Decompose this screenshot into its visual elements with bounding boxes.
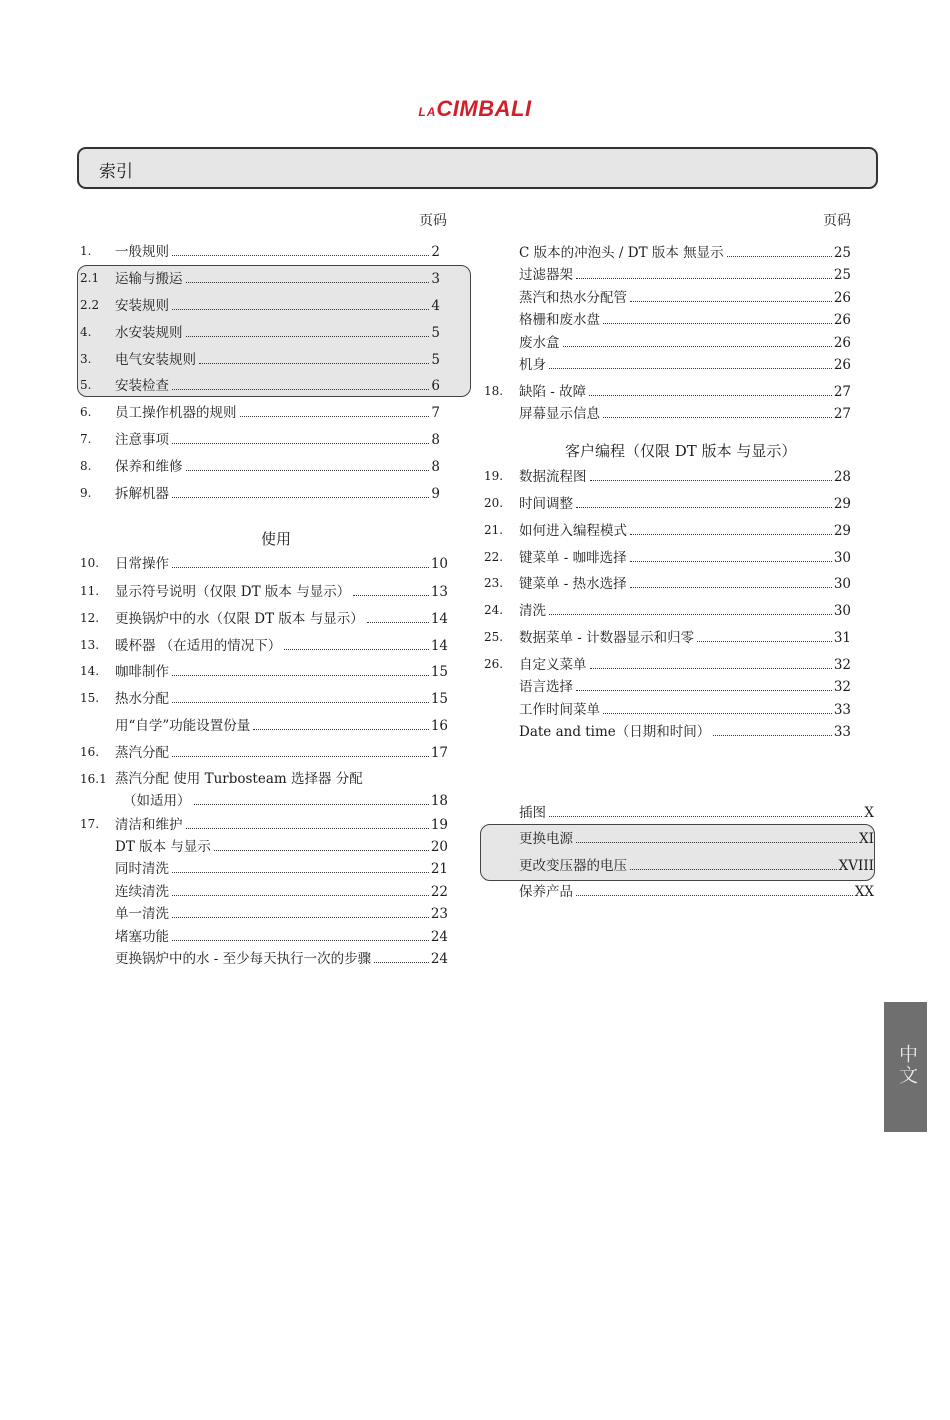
toc-entry bbox=[484, 802, 874, 822]
toc-entry bbox=[80, 688, 448, 708]
toc-entry bbox=[484, 264, 851, 284]
toc-entry bbox=[80, 268, 440, 288]
toc-entry-title: 时间调整 bbox=[519, 496, 573, 512]
toc-entry-page: 19 bbox=[430, 817, 448, 833]
section-title-use: 使用 bbox=[261, 530, 292, 548]
toc-entry bbox=[80, 903, 448, 923]
toc-entry bbox=[80, 322, 440, 342]
toc-entry-title: 一般规则 bbox=[115, 244, 169, 260]
toc-entry-page: XX bbox=[854, 884, 874, 900]
toc-entry bbox=[80, 483, 440, 503]
toc-entry bbox=[80, 429, 440, 449]
toc-entry-title: 蒸汽分配 bbox=[115, 745, 169, 761]
toc-entry-page: 32 bbox=[833, 657, 851, 673]
language-tab-label: 中文 bbox=[896, 1044, 918, 1086]
toc-entry-title-line1: 蒸汽分配 使用 Turbosteam 选择器 分配 bbox=[115, 771, 363, 787]
toc-entry-title: 语言选择 bbox=[519, 679, 573, 695]
dot-leader bbox=[630, 855, 837, 870]
toc-entry-page: 14 bbox=[430, 611, 448, 627]
toc-entry bbox=[484, 721, 851, 741]
dot-leader bbox=[194, 790, 429, 805]
toc-entry-title: 员工操作机器的规则 bbox=[115, 405, 237, 421]
toc-entry-title: 机身 bbox=[519, 357, 546, 373]
toc-entry-title: C 版本的冲泡头 / DT 版本 無显示 bbox=[519, 245, 724, 261]
toc-entry-page: 25 bbox=[833, 267, 851, 283]
toc-entry-page: 13 bbox=[430, 584, 448, 600]
toc-entry-title: 数据流程图 bbox=[519, 469, 587, 485]
toc-entry bbox=[80, 742, 448, 762]
toc-entry-page: 31 bbox=[833, 630, 851, 646]
toc-entry-title: 自定义菜单 bbox=[519, 657, 587, 673]
toc-entry-number: 7. bbox=[80, 432, 92, 446]
toc-entry-page: 28 bbox=[833, 469, 851, 485]
dot-leader bbox=[603, 309, 832, 324]
toc-entry bbox=[484, 654, 851, 674]
toc-entry-title: 清洁和维护 bbox=[115, 817, 183, 833]
toc-entry-title: 显示符号说明（仅限 DT 版本 与显示） bbox=[115, 584, 351, 600]
dot-leader bbox=[172, 295, 429, 310]
toc-entry-number: 11. bbox=[80, 584, 100, 598]
toc-entry bbox=[80, 948, 448, 968]
toc-entry-page: 26 bbox=[833, 335, 851, 351]
toc-entry-page: 10 bbox=[430, 556, 448, 572]
toc-entry bbox=[80, 349, 440, 369]
toc-entry bbox=[80, 456, 440, 476]
toc-entry-number: 22. bbox=[484, 550, 504, 564]
dot-leader bbox=[576, 264, 832, 279]
toc-entry-number: 2.1 bbox=[80, 271, 100, 285]
dot-leader bbox=[549, 802, 862, 817]
toc-entry-title: 安装检查 bbox=[115, 378, 169, 394]
toc-entry-page: 4 bbox=[431, 298, 440, 314]
toc-entry bbox=[80, 926, 448, 946]
toc-entry bbox=[484, 354, 851, 374]
toc-entry bbox=[484, 676, 851, 696]
toc-entry-page: 3 bbox=[431, 271, 440, 287]
toc-entry-title: 咖啡制作 bbox=[115, 664, 169, 680]
toc-entry-page: 33 bbox=[833, 724, 851, 740]
toc-entry-title: DT 版本 与显示 bbox=[115, 839, 211, 855]
toc-entry-title: 更改变压器的电压 bbox=[519, 858, 627, 874]
toc-entry-page: 7 bbox=[431, 405, 440, 421]
toc-entry-title: 安装规则 bbox=[115, 298, 169, 314]
toc-entry bbox=[484, 403, 851, 423]
logo-prefix: LA bbox=[418, 105, 437, 119]
toc-entry-page: 8 bbox=[431, 459, 440, 475]
toc-entry-number: 1. bbox=[80, 244, 92, 258]
toc-entry-page: 24 bbox=[430, 929, 448, 945]
toc-entry-number: 18. bbox=[484, 384, 504, 398]
dot-leader bbox=[576, 676, 832, 691]
toc-entry bbox=[484, 381, 851, 401]
toc-entry bbox=[484, 855, 874, 875]
toc-entry-number: 24. bbox=[484, 603, 504, 617]
toc-entry-title: 更换锅炉中的水（仅限 DT 版本 与显示） bbox=[115, 611, 364, 627]
toc-entry bbox=[484, 493, 851, 513]
dot-leader bbox=[172, 553, 429, 568]
dot-leader bbox=[589, 381, 832, 396]
toc-entry-number: 10. bbox=[80, 556, 100, 570]
dot-leader bbox=[630, 547, 832, 562]
toc-entry-page: 23 bbox=[430, 906, 448, 922]
toc-entry-title: 连续清洗 bbox=[115, 884, 169, 900]
dot-leader bbox=[186, 814, 429, 829]
dot-leader bbox=[172, 926, 429, 941]
toc-entry-page: 15 bbox=[430, 691, 448, 707]
dot-leader bbox=[590, 654, 832, 669]
toc-entry-title: 缺陷 - 故障 bbox=[519, 384, 587, 400]
toc-entry-page: 9 bbox=[431, 486, 440, 502]
index-header-bar bbox=[77, 147, 878, 189]
toc-entry bbox=[484, 287, 851, 307]
toc-entry bbox=[80, 715, 448, 735]
toc-entry-page: 32 bbox=[833, 679, 851, 695]
toc-entry-number: 17. bbox=[80, 817, 100, 831]
toc-entry-number: 9. bbox=[80, 486, 92, 500]
page-label-right: 页码 bbox=[823, 213, 851, 229]
toc-entry-page: 22 bbox=[430, 884, 448, 900]
dot-leader bbox=[214, 836, 429, 851]
toc-entry-number: 8. bbox=[80, 459, 92, 473]
toc-entry-title: 运输与搬运 bbox=[115, 271, 183, 287]
toc-entry bbox=[80, 881, 448, 901]
toc-entry-page: 30 bbox=[833, 603, 851, 619]
toc-entry-title: 水安装规则 bbox=[115, 325, 183, 341]
dot-leader bbox=[186, 268, 430, 283]
toc-entry-number: 26. bbox=[484, 657, 504, 671]
toc-entry-page: 25 bbox=[833, 245, 851, 261]
toc-entry-title: 单一清洗 bbox=[115, 906, 169, 922]
toc-entry-number: 5. bbox=[80, 378, 92, 392]
toc-entry-page: 26 bbox=[833, 290, 851, 306]
toc-entry-page: 33 bbox=[833, 702, 851, 718]
toc-entry-title: 注意事项 bbox=[115, 432, 169, 448]
toc-entry bbox=[80, 858, 448, 878]
toc-entry bbox=[80, 608, 448, 628]
dot-leader bbox=[590, 466, 832, 481]
toc-entry-page: X bbox=[864, 805, 874, 821]
toc-entry-page: 14 bbox=[430, 638, 448, 654]
dot-leader bbox=[172, 688, 429, 703]
dot-leader bbox=[186, 322, 430, 337]
toc-entry-page: 30 bbox=[833, 576, 851, 592]
toc-entry-page: 8 bbox=[431, 432, 440, 448]
toc-entry-title: 日常操作 bbox=[115, 556, 169, 572]
toc-entry-title: 键菜单 - 热水选择 bbox=[519, 576, 627, 592]
dot-leader bbox=[186, 456, 430, 471]
dot-leader bbox=[630, 573, 832, 588]
toc-entry-page: 17 bbox=[430, 745, 448, 761]
toc-entry bbox=[484, 699, 851, 719]
toc-entry-page: 18 bbox=[430, 793, 448, 809]
toc-entry-number: 16. bbox=[80, 745, 100, 759]
toc-entry bbox=[80, 553, 448, 573]
toc-entry-page: 16 bbox=[430, 718, 448, 734]
toc-entry-page: 26 bbox=[833, 357, 851, 373]
toc-entry-number: 20. bbox=[484, 496, 504, 510]
toc-entry-title: 同时清洗 bbox=[115, 861, 169, 877]
toc-entry bbox=[484, 466, 851, 486]
toc-entry-title: 废水盒 bbox=[519, 335, 560, 351]
dot-leader bbox=[603, 403, 832, 418]
toc-entry-page: 27 bbox=[833, 406, 851, 422]
toc-entry-page: 29 bbox=[833, 523, 851, 539]
toc-entry-title: 工作时间菜单 bbox=[519, 702, 600, 718]
dot-leader bbox=[576, 493, 832, 508]
toc-entry bbox=[80, 635, 448, 655]
toc-entry-page: 2 bbox=[431, 244, 440, 260]
toc-entry-page: 29 bbox=[833, 496, 851, 512]
toc-entry-number: 4. bbox=[80, 325, 92, 339]
toc-entry bbox=[80, 241, 440, 261]
dot-leader bbox=[172, 742, 429, 757]
toc-entry-number: 16.1 bbox=[80, 772, 107, 786]
dot-leader bbox=[172, 241, 429, 256]
toc-entry-title: Date and time（日期和时间） bbox=[519, 724, 711, 740]
dot-leader bbox=[576, 828, 857, 843]
toc-entry-number: 15. bbox=[80, 691, 100, 705]
toc-entry-number: 19. bbox=[484, 469, 504, 483]
toc-entry bbox=[80, 661, 448, 681]
toc-entry-page: 20 bbox=[430, 839, 448, 855]
toc-entry bbox=[484, 881, 874, 901]
dot-leader bbox=[172, 375, 429, 390]
page-label-left: 页码 bbox=[419, 213, 447, 229]
language-tab bbox=[884, 1002, 927, 1132]
toc-entry-title: 清洗 bbox=[519, 603, 546, 619]
toc-entry-number: 6. bbox=[80, 405, 92, 419]
dot-leader bbox=[713, 721, 832, 736]
toc-entry bbox=[484, 242, 851, 262]
dot-leader bbox=[630, 287, 832, 302]
logo-name: CIMBALI bbox=[436, 96, 532, 121]
dot-leader bbox=[603, 699, 832, 714]
toc-entry-number: 12. bbox=[80, 611, 100, 625]
toc-entry-title: 热水分配 bbox=[115, 691, 169, 707]
dot-leader bbox=[353, 581, 429, 596]
dot-leader bbox=[172, 881, 429, 896]
dot-leader bbox=[240, 402, 430, 417]
toc-entry-title: 过滤器架 bbox=[519, 267, 573, 283]
toc-entry-number: 2.2 bbox=[80, 298, 100, 312]
toc-entry-page: XI bbox=[859, 831, 874, 847]
toc-entry bbox=[80, 814, 448, 834]
toc-entry-title: 电气安装规则 bbox=[115, 352, 196, 368]
toc-entry-number: 25. bbox=[484, 630, 504, 644]
toc-entry bbox=[484, 627, 851, 647]
toc-entry-title: 堵塞功能 bbox=[115, 929, 169, 945]
toc-entry-title: （如适用） bbox=[123, 793, 191, 809]
toc-entry-page: 15 bbox=[430, 664, 448, 680]
toc-entry-page: 5 bbox=[431, 325, 440, 341]
toc-entry bbox=[80, 769, 448, 811]
toc-entry bbox=[80, 295, 440, 315]
dot-leader bbox=[367, 608, 429, 623]
toc-entry bbox=[80, 402, 440, 422]
toc-entry-title: 保养和维修 bbox=[115, 459, 183, 475]
toc-entry-page: 24 bbox=[430, 951, 448, 967]
toc-entry bbox=[484, 600, 851, 620]
lacimbali-logo bbox=[0, 96, 950, 122]
toc-entry-page: XVIII bbox=[838, 858, 874, 874]
dot-leader bbox=[253, 715, 429, 730]
dot-leader bbox=[549, 600, 832, 615]
toc-entry-title: 键菜单 - 咖啡选择 bbox=[519, 550, 627, 566]
toc-entry-title: 插图 bbox=[519, 805, 546, 821]
toc-entry bbox=[484, 547, 851, 567]
toc-entry bbox=[484, 828, 874, 848]
toc-entry-page: 6 bbox=[431, 378, 440, 394]
dot-leader bbox=[630, 520, 832, 535]
dot-leader bbox=[172, 661, 429, 676]
toc-entry-title: 暖杯器 （在适用的情况下） bbox=[115, 638, 282, 654]
toc-entry bbox=[484, 332, 851, 352]
dot-leader bbox=[199, 349, 429, 364]
toc-entry-title: 数据菜单 - 计数器显示和归零 bbox=[519, 630, 695, 646]
toc-entry-title: 拆解机器 bbox=[115, 486, 169, 502]
dot-leader bbox=[172, 858, 429, 873]
toc-entry bbox=[484, 309, 851, 329]
dot-leader bbox=[727, 242, 832, 257]
toc-entry-title: 更换电源 bbox=[519, 831, 573, 847]
dot-leader bbox=[172, 483, 429, 498]
dot-leader bbox=[697, 627, 832, 642]
toc-entry bbox=[80, 375, 440, 395]
toc-entry-number: 13. bbox=[80, 638, 100, 652]
toc-entry-number: 3. bbox=[80, 352, 92, 366]
dot-leader bbox=[172, 903, 429, 918]
dot-leader bbox=[284, 635, 429, 650]
toc-entry-title: 格栅和废水盘 bbox=[519, 312, 600, 328]
toc-entry-title: 更换锅炉中的水 - 至少每天执行一次的步骤 bbox=[115, 951, 372, 967]
toc-entry bbox=[484, 573, 851, 593]
section-title-programming: 客户编程（仅限 DT 版本 与显示） bbox=[565, 442, 797, 460]
toc-entry-page: 30 bbox=[833, 550, 851, 566]
toc-entry-title: 用“自学”功能设置份量 bbox=[115, 718, 251, 734]
toc-entry-page: 21 bbox=[430, 861, 448, 877]
toc-entry-number: 21. bbox=[484, 523, 504, 537]
dot-leader bbox=[563, 332, 832, 347]
toc-entry bbox=[80, 836, 448, 856]
toc-entry-number: 14. bbox=[80, 664, 100, 678]
dot-leader bbox=[172, 429, 429, 444]
toc-entry bbox=[80, 581, 448, 601]
toc-entry-title: 保养产品 bbox=[519, 884, 573, 900]
toc-entry-title: 如何进入编程模式 bbox=[519, 523, 627, 539]
page-title: 索引 bbox=[99, 162, 133, 182]
toc-entry-title: 蒸汽和热水分配管 bbox=[519, 290, 627, 306]
dot-leader bbox=[374, 948, 429, 963]
toc-entry bbox=[484, 520, 851, 540]
toc-entry-title: 屏幕显示信息 bbox=[519, 406, 600, 422]
dot-leader bbox=[576, 881, 853, 896]
toc-entry-page: 26 bbox=[833, 312, 851, 328]
toc-entry-page: 27 bbox=[833, 384, 851, 400]
toc-entry-number: 23. bbox=[484, 576, 504, 590]
toc-entry-page: 5 bbox=[431, 352, 440, 368]
dot-leader bbox=[549, 354, 832, 369]
